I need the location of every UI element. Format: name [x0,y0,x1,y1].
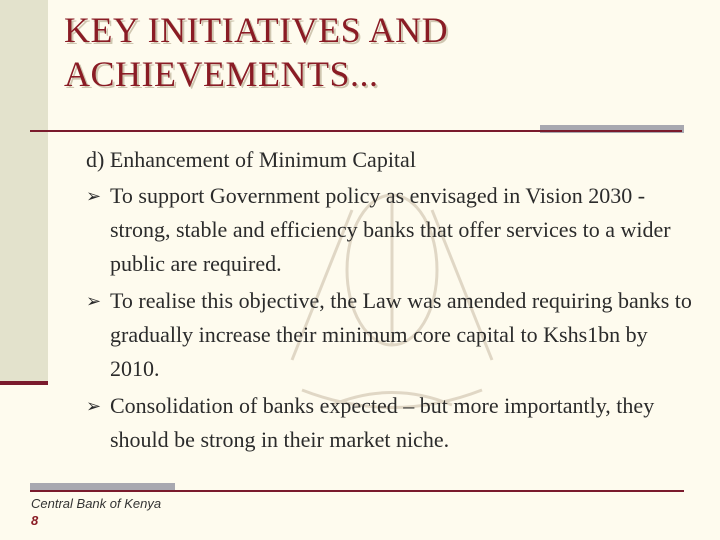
section-subheading: d) Enhancement of Minimum Capital [86,147,416,172]
slide-title-line-1: KEY INITIATIVES AND [64,10,449,50]
bullet-item [86,179,696,281]
slide-title-line-2: ACHIEVEMENTS... [64,54,379,94]
footer-page-number: 8 [31,513,39,528]
bullet-item [86,389,696,457]
slide-body [86,143,696,460]
arrow-bullet-icon: ➢ [86,291,102,311]
slide-title [64,8,448,96]
bottom-accent-bar [30,483,175,490]
bullet-text: To support Government policy as envisaged in Vision 2030 - strong, stable and efficiency banks that offer services to a wider public are required. [110,183,671,276]
bullet-text: Consolidation of banks expected – but more importantly, they should be strong in their market niche. [110,393,655,452]
bullet-list [86,179,696,457]
left-decorative-panel [0,0,48,383]
bottom-divider [30,490,684,492]
arrow-bullet-icon: ➢ [86,396,102,416]
footer-organization: Central Bank of Kenya [31,496,162,511]
bullet-text: To realise this objective, the Law was amended requiring banks to gradually increase their minimum core capital to Kshs1bn by 2010. [110,288,692,381]
top-divider [30,130,682,132]
bullet-item [86,284,696,386]
left-panel-rule [0,381,48,385]
arrow-bullet-icon: ➢ [86,186,102,206]
